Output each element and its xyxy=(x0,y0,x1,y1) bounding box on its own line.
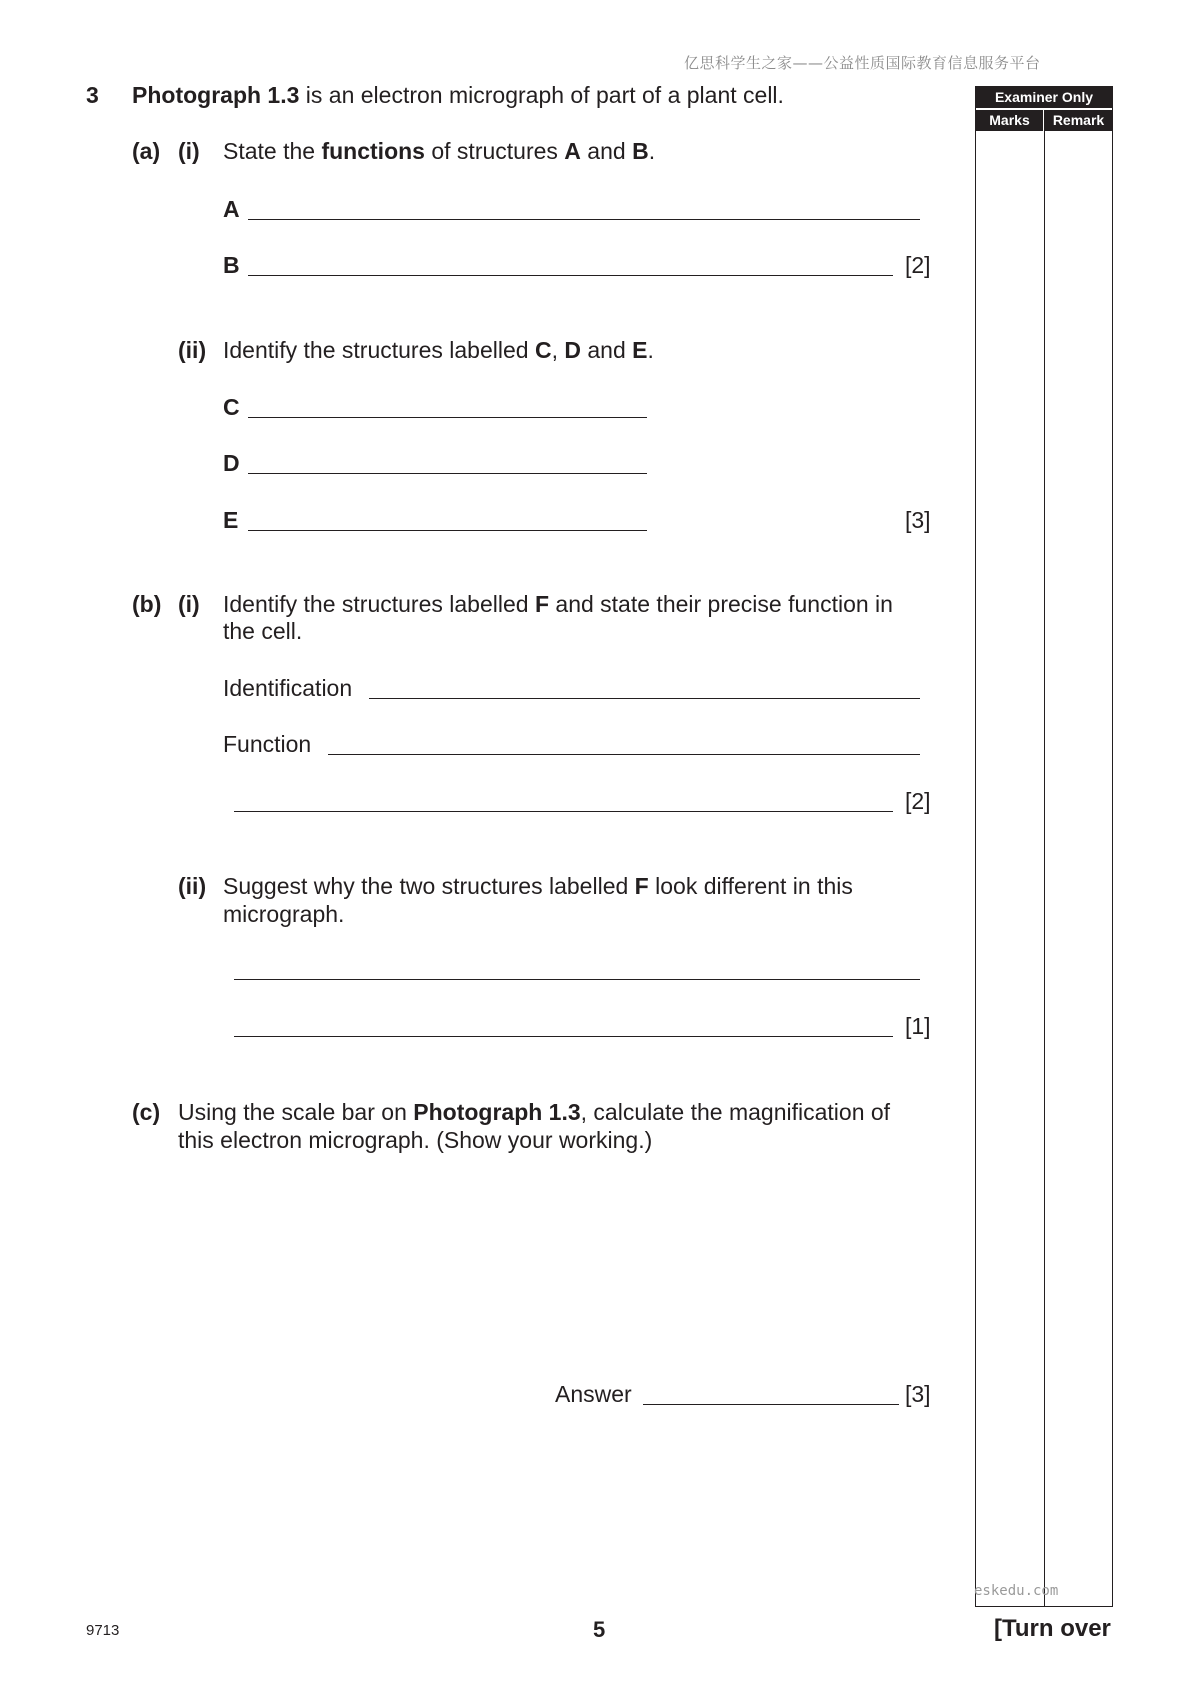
text: State the xyxy=(223,138,322,164)
function-line-1[interactable] xyxy=(328,754,920,755)
part-b-ii-label: (ii) xyxy=(178,873,207,899)
text: , xyxy=(551,337,565,363)
answer-line-d[interactable] xyxy=(248,473,647,474)
intro-rest: is an electron micrograph of part of a plant cell. xyxy=(299,82,784,108)
text: and state their precise function in xyxy=(549,591,893,617)
text: of structures xyxy=(424,138,565,164)
text-bold: A xyxy=(564,138,581,164)
part-b-i-question xyxy=(223,591,893,618)
text: . xyxy=(647,337,654,363)
part-c-question-line2: this electron micrograph. (Show your working.) xyxy=(178,1127,653,1153)
part-c-label: (c) xyxy=(132,1099,161,1125)
part-b-i-label: (i) xyxy=(178,591,200,617)
answer-label-e: E xyxy=(223,507,239,533)
marks-b-ii: [1] xyxy=(905,1013,931,1039)
text-bold: functions xyxy=(321,138,425,164)
text: Using the scale bar on xyxy=(178,1099,414,1125)
marks-a-ii: [3] xyxy=(905,507,931,533)
text-bold: C xyxy=(534,337,552,363)
part-a-ii-question xyxy=(223,337,654,364)
question-number: 3 xyxy=(86,82,99,108)
examiner-column xyxy=(975,86,1113,1607)
text: . xyxy=(648,138,656,164)
watermark-header: 亿思科学生之家——公益性质国际教育信息服务平台 xyxy=(684,54,1041,72)
answer-line-c-calc[interactable] xyxy=(643,1404,899,1405)
marks-c: [3] xyxy=(905,1381,931,1407)
b-ii-answer-line-1[interactable] xyxy=(234,979,920,980)
text-bold: B xyxy=(632,138,649,164)
question-intro xyxy=(132,82,784,109)
examiner-only-header: Examiner Only xyxy=(976,87,1112,108)
remark-header: Remark xyxy=(1045,110,1112,131)
answer-line-e[interactable] xyxy=(248,530,647,531)
text: and xyxy=(580,337,633,363)
answer-label-b: B xyxy=(223,252,240,278)
paper-code: 9713 xyxy=(86,1622,120,1639)
text-bold: E xyxy=(632,337,648,363)
b-ii-answer-line-2[interactable] xyxy=(234,1036,893,1037)
answer-line-c[interactable] xyxy=(248,417,647,418)
answer-label-c: C xyxy=(223,394,240,420)
part-b-i-question-line2: the cell. xyxy=(223,618,303,644)
part-b-label: (b) xyxy=(132,591,162,617)
text-bold: D xyxy=(564,337,581,363)
identification-label: Identification xyxy=(223,675,353,701)
answer-label: Answer xyxy=(555,1381,632,1407)
function-label: Function xyxy=(223,731,312,757)
part-a-label: (a) xyxy=(132,138,161,164)
watermark-footer: eskedu.com xyxy=(974,1583,1059,1599)
marks-header: Marks xyxy=(976,110,1043,131)
text: look different in this xyxy=(648,873,853,899)
answer-label-a: A xyxy=(223,196,240,222)
part-a-i-label: (i) xyxy=(178,138,200,164)
text-bold: Photograph 1.3 xyxy=(413,1099,581,1125)
part-a-i-question xyxy=(223,138,655,165)
page-number: 5 xyxy=(593,1617,606,1642)
part-b-ii-question-line2: micrograph. xyxy=(223,901,345,927)
answer-label-d: D xyxy=(223,450,240,476)
examiner-column-divider xyxy=(1044,110,1045,1606)
part-b-ii-question xyxy=(223,873,853,900)
text: Identify the structures labelled xyxy=(223,337,535,363)
text: and xyxy=(580,138,633,164)
text: Suggest why the two structures labelled xyxy=(223,873,635,899)
part-a-ii-label: (ii) xyxy=(178,337,207,363)
intro-bold: Photograph 1.3 xyxy=(132,82,300,108)
text: , calculate the magnification of xyxy=(580,1099,891,1125)
marks-b-i: [2] xyxy=(905,788,931,814)
text-bold: F xyxy=(534,591,550,617)
answer-line-a[interactable] xyxy=(248,219,920,220)
function-line-2[interactable] xyxy=(234,811,893,812)
answer-line-b[interactable] xyxy=(248,275,893,276)
turn-over: [Turn over xyxy=(994,1615,1111,1642)
marks-a-i: [2] xyxy=(905,252,931,278)
identification-line[interactable] xyxy=(369,698,920,699)
text: Identify the structures labelled xyxy=(223,591,535,617)
text-bold: F xyxy=(634,873,649,899)
part-c-question xyxy=(178,1099,890,1126)
